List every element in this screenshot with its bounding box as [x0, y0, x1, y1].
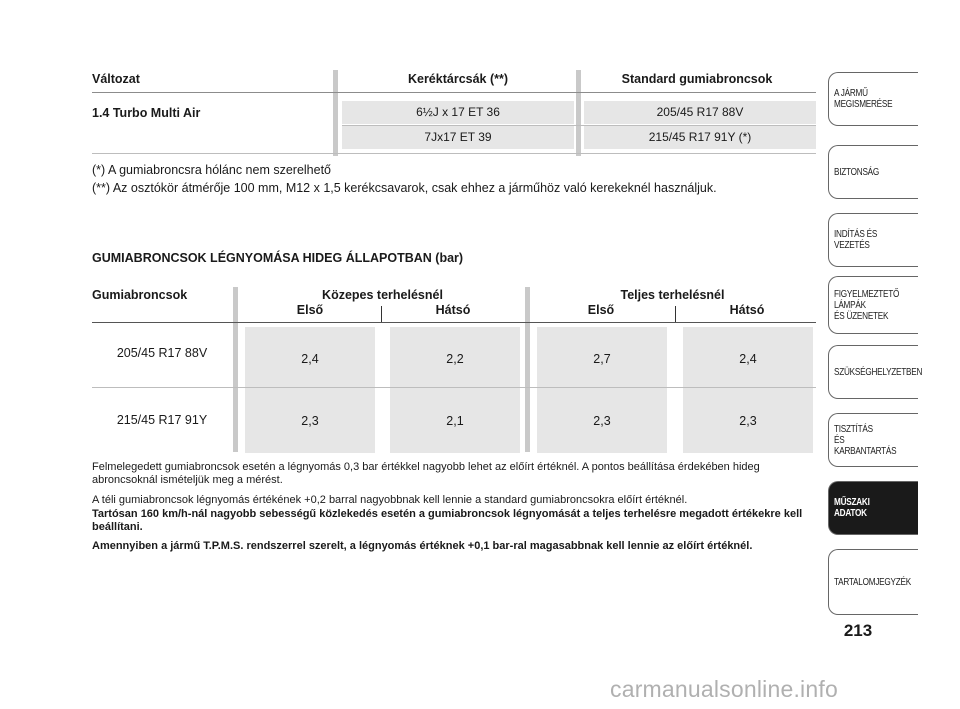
pressure-value: 2,3: [245, 389, 375, 453]
subheader-front: Első: [587, 303, 615, 317]
note-bolt-circle: (**) Az osztókör átmérője 100 mm, M12 x 1,5 kerékcsavarok, csak ehhez a járműhöz való kerekeknél használjuk.: [92, 181, 717, 195]
subheader-rear: Hátsó: [729, 303, 765, 317]
group-header-full-load: Teljes terhelésnél: [620, 288, 725, 302]
column-divider: [525, 287, 530, 452]
pressure-value: 2,1: [390, 389, 520, 453]
group-header-medium-load: Közepes terhelésnél: [322, 288, 443, 302]
column-divider: [233, 287, 238, 452]
tab-safety[interactable]: [828, 145, 918, 199]
footnote-high-speed: Tartósan 160 km/h-nál nagyobb sebességű közlekedés esetén a gumiabroncsok légnyomását a teljes terhelésre megadott értékekre kell beállítani.: [92, 508, 803, 534]
tab-label: BIZTONSÁG: [834, 166, 880, 178]
subheader-divider: [381, 306, 382, 322]
col-header-tyres: Gumiabroncsok: [92, 288, 188, 302]
column-divider: [576, 70, 581, 156]
header-rule: [92, 322, 816, 323]
tab-vehicle-overview[interactable]: [828, 72, 918, 126]
tyre-cell: 205/45 R17 88V: [584, 101, 816, 124]
subheader-rear: Hátsó: [435, 303, 471, 317]
tab-label: SZÜKSÉGHELYZETBEN: [834, 366, 923, 378]
tab-starting-driving[interactable]: [828, 213, 918, 267]
tab-index[interactable]: [828, 549, 918, 615]
section-title: GUMIABRONCSOK LÉGNYOMÁSA HIDEG ÁLLAPOTBAN (bar): [92, 251, 464, 265]
rim-cell: 6½J x 17 ET 36: [342, 101, 574, 124]
pressure-value: 2,3: [537, 389, 667, 453]
footnote-winter-tyres: A téli gumiabroncsok légnyomás értékének +0,2 barral nagyobbnak kell lennie a standard gumiabroncsokra előírt értéknél.: [92, 494, 688, 506]
tab-warning-lights[interactable]: [828, 276, 918, 334]
subheader-front: Első: [296, 303, 324, 317]
row-divider: [92, 387, 816, 388]
footnote-tpms: Amennyiben a jármű T.P.M.S. rendszerrel szerelt, a légnyomás értéknek +0,1 bar-ral magasabbnak kell lennie az előírt értéknél.: [92, 540, 753, 552]
tab-label: INDÍTÁS ÉS VEZETÉS: [834, 229, 878, 251]
tab-label: FIGYELMEZTETŐ LÁMPÁK ÉS ÜZENETEK: [834, 288, 900, 322]
tyre-size-label: 205/45 R17 88V: [116, 346, 208, 360]
watermark: carmanualsonline.info: [610, 676, 838, 702]
tab-emergency[interactable]: [828, 345, 923, 399]
tab-label: MŰSZAKI ADATOK: [834, 497, 870, 519]
column-divider: [333, 70, 338, 156]
table-bottom-rule: [92, 153, 816, 154]
note-snow-chain: (*) A gumiabroncsra hólánc nem szerelhető: [92, 163, 332, 177]
col-header-variant: Változat: [92, 72, 140, 86]
tyre-size-label: 215/45 R17 91Y: [116, 413, 208, 427]
col-header-rims: Keréktárcsák (**): [407, 72, 509, 86]
subheader-divider: [675, 306, 676, 322]
tab-maintenance[interactable]: [828, 413, 918, 467]
footnote-warm-tyres: Felmelegedett gumiabroncsok esetén a légnyomás 0,3 bar értékkel nagyobb lehet az előírt értéknél. A pontos beállítása érdekében hideg abroncsoknál ismételjük meg a mérést.: [92, 461, 760, 487]
tab-label: TISZTÍTÁS ÉS KARBANTARTÁS: [834, 423, 897, 457]
tyre-cell: 215/45 R17 91Y (*): [584, 126, 816, 149]
page-number: 213: [843, 621, 873, 640]
tab-label: TARTALOMJEGYZÉK: [834, 576, 911, 588]
header-rule: [92, 92, 816, 93]
pressure-value: 2,3: [683, 389, 813, 453]
pressure-value: 2,7: [537, 327, 667, 391]
pressure-value: 2,4: [245, 327, 375, 391]
variant-label: 1.4 Turbo Multi Air: [92, 106, 201, 120]
pressure-value: 2,2: [390, 327, 520, 391]
tab-label: A JÁRMŰ MEGISMERÉSE: [834, 88, 893, 110]
pressure-value: 2,4: [683, 327, 813, 391]
rim-cell: 7Jx17 ET 39: [342, 126, 574, 149]
col-header-tyres: Standard gumiabroncsok: [621, 72, 773, 86]
tab-technical-data[interactable]: [828, 481, 918, 535]
